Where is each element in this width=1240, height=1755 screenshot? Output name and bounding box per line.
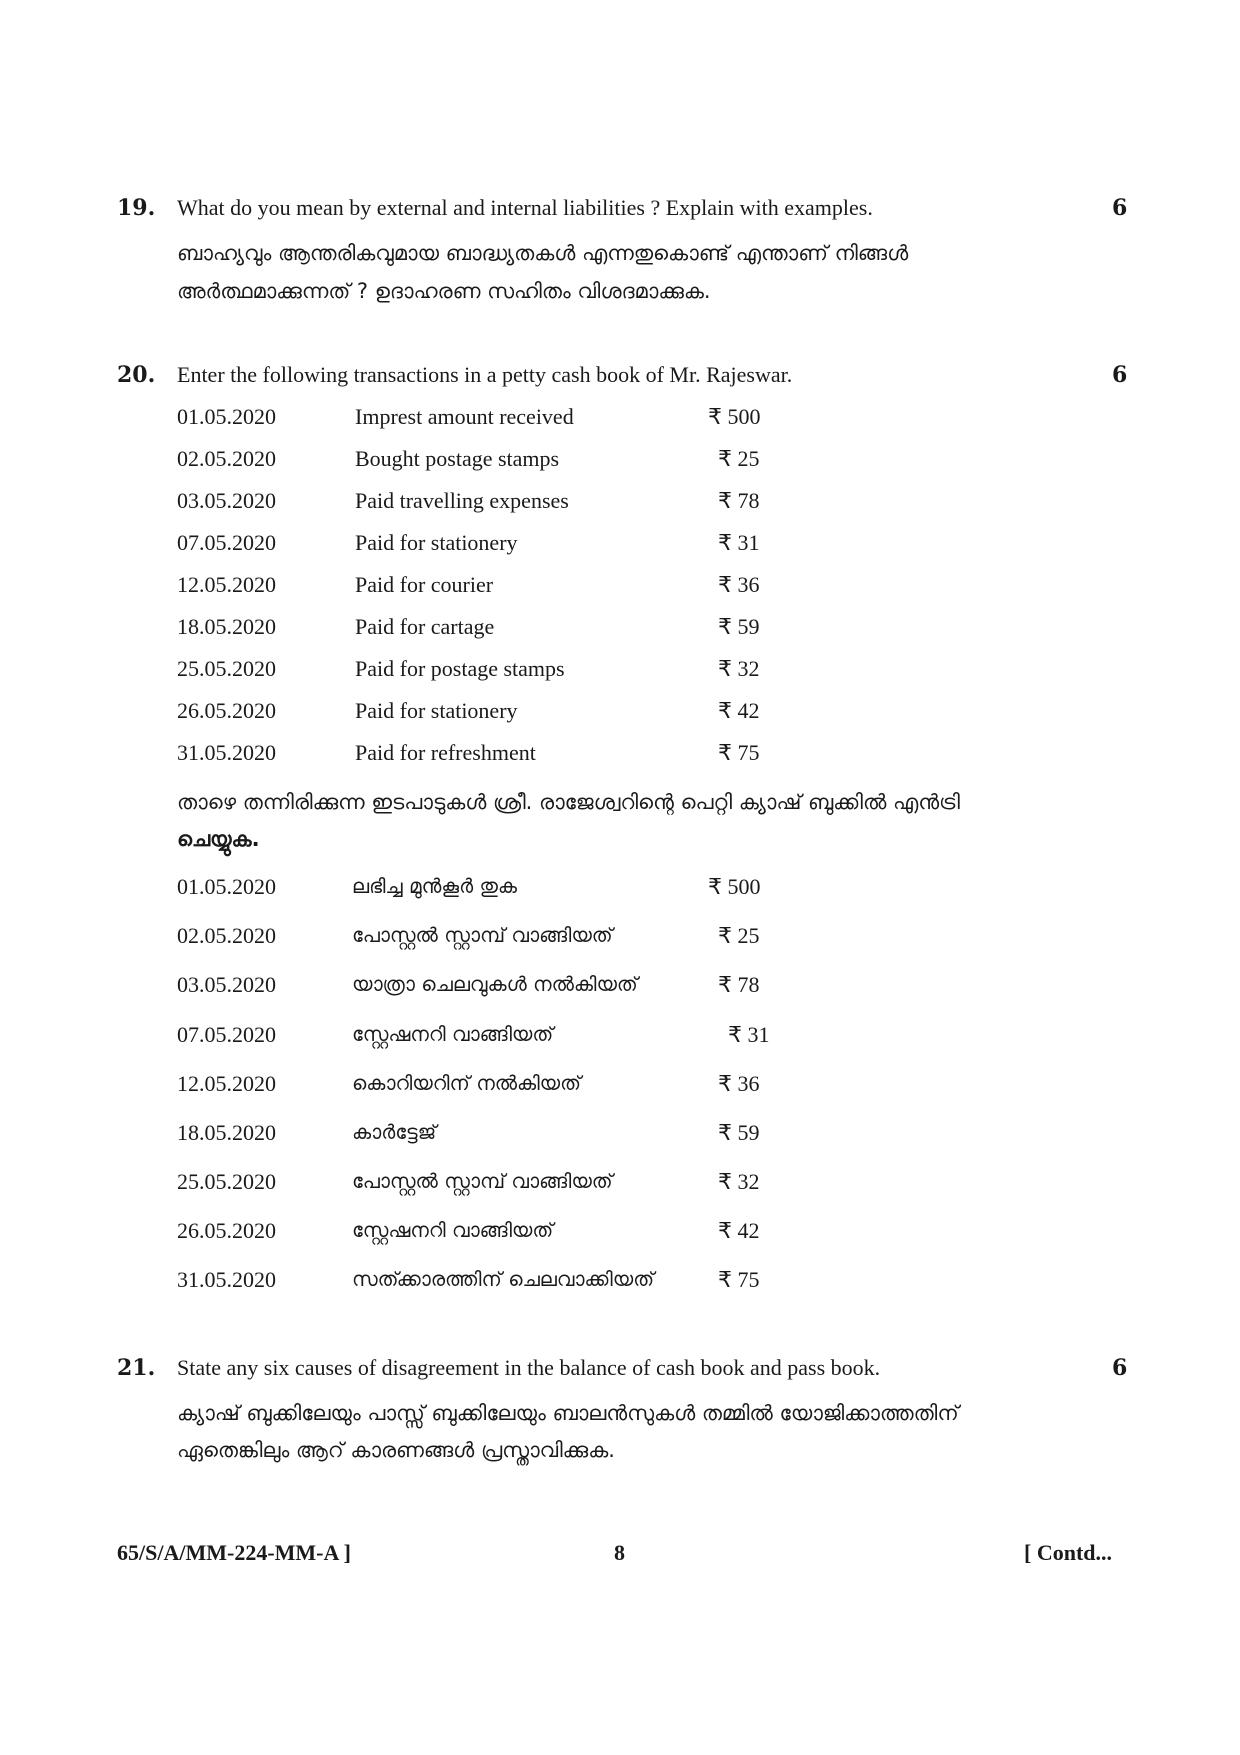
transaction-date: 26.05.2020 <box>177 1218 276 1243</box>
transaction-desc: സ്റ്റേഷനറി വാങ്ങിയത് <box>352 1022 554 1046</box>
transaction-date: 26.05.2020 <box>177 698 276 723</box>
transaction-desc: കൊറിയറിന് നൽകിയത് <box>352 1071 581 1095</box>
transaction-row <box>0 972 1240 1008</box>
transaction-row <box>0 614 1240 650</box>
transaction-date: 31.05.2020 <box>177 740 276 765</box>
transaction-row <box>0 572 1240 608</box>
transaction-amount: ₹ 31 <box>718 530 760 555</box>
transaction-date: 07.05.2020 <box>177 530 276 555</box>
transaction-desc: Bought postage stamps <box>355 446 560 471</box>
q20-text-ml-line1: താഴെ തന്നിരിക്കുന്ന ഇടപാടുകൾ ശ്രീ. രാജേശ്വറിന്റെ പെറ്റി ക്യാഷ് ബുക്കിൽ എൻട്രി <box>177 790 960 814</box>
transaction-amount: ₹ 32 <box>718 656 760 681</box>
transaction-date: 25.05.2020 <box>177 1169 276 1194</box>
transaction-date: 07.05.2020 <box>177 1022 276 1047</box>
transaction-amount: ₹ 32 <box>718 1169 760 1194</box>
transaction-row <box>0 1169 1240 1205</box>
transaction-amount: ₹ 75 <box>718 1267 760 1292</box>
transaction-amount: ₹ 59 <box>718 614 760 639</box>
transaction-date: 02.05.2020 <box>177 923 276 948</box>
q20-text-ml-line2: ചെയ്യുക. <box>177 827 260 851</box>
transaction-desc: പോസ്റ്റൽ സ്റ്റാമ്പ് വാങ്ങിയത് <box>352 923 613 947</box>
transaction-desc: Imprest amount received <box>355 404 574 429</box>
transaction-desc: സ്റ്റേഷനറി വാങ്ങിയത് <box>352 1218 554 1242</box>
transaction-desc: Paid for postage stamps <box>355 656 565 681</box>
transaction-desc: Paid for cartage <box>355 614 495 639</box>
transaction-desc: കാർട്ടേജ് <box>352 1120 437 1144</box>
transaction-date: 12.05.2020 <box>177 572 276 597</box>
transaction-date: 01.05.2020 <box>177 404 276 429</box>
q20-marks: 6 <box>1112 362 1128 388</box>
transaction-row <box>0 1120 1240 1156</box>
transaction-row <box>0 923 1240 959</box>
transaction-row <box>0 404 1240 440</box>
page-number: 8 <box>614 1540 625 1565</box>
transaction-amount: ₹ 36 <box>718 1071 760 1096</box>
transaction-amount: ₹ 36 <box>718 572 760 597</box>
paper-code: 65/S/A/MM-224-MM-A ] <box>117 1540 351 1565</box>
q21-marks: 6 <box>1112 1355 1128 1381</box>
transaction-date: 31.05.2020 <box>177 1267 276 1292</box>
transaction-desc: Paid for stationery <box>355 698 518 723</box>
transaction-desc: Paid for stationery <box>355 530 518 555</box>
transaction-date: 18.05.2020 <box>177 1120 276 1145</box>
transaction-row <box>0 1022 1240 1058</box>
transaction-date: 18.05.2020 <box>177 614 276 639</box>
transaction-row <box>0 698 1240 734</box>
transaction-amount: ₹ 42 <box>718 698 760 723</box>
q21-text-en: State any six causes of disagreement in the balance of cash book and pass book. <box>177 1355 881 1380</box>
transaction-date: 25.05.2020 <box>177 656 276 681</box>
transaction-amount: ₹ 31 <box>728 1022 770 1047</box>
q21-text-ml-line2: ഏതെങ്കിലും ആറ് കാരണങ്ങൾ പ്രസ്താവിക്കുക. <box>177 1438 615 1462</box>
transaction-row <box>0 656 1240 692</box>
q19-text-en: What do you mean by external and internal liabilities ? Explain with examples. <box>177 195 873 220</box>
q20-number: 20. <box>117 362 156 388</box>
q19-text-ml-line2: അർത്ഥമാക്കുന്നത് ? ഉദാഹരണ സഹിതം വിശദമാക്കുക. <box>177 279 711 303</box>
transaction-amount: ₹ 78 <box>718 972 760 997</box>
transaction-desc: യാത്രാ ചെലവുകൾ നൽകിയത് <box>352 972 638 996</box>
q21-number: 21. <box>117 1355 156 1381</box>
transaction-date: 03.05.2020 <box>177 972 276 997</box>
q19-text-ml-line1: ബാഹ്യവും ആന്തരികവുമായ ബാദ്ധ്യതകൾ എന്നതുകൊണ്ട് എന്താണ് നിങ്ങൾ <box>177 241 909 265</box>
q19-marks: 6 <box>1112 195 1128 221</box>
transaction-amount: ₹ 59 <box>718 1120 760 1145</box>
transaction-row <box>0 488 1240 524</box>
transaction-row <box>0 1218 1240 1254</box>
transaction-row <box>0 1071 1240 1107</box>
transaction-desc: ലഭിച്ച മുൻകൂർ തുക <box>352 874 517 898</box>
transaction-amount: ₹ 78 <box>718 488 760 513</box>
transaction-date: 02.05.2020 <box>177 446 276 471</box>
continued-label: [ Contd... <box>1024 1540 1113 1565</box>
transaction-date: 01.05.2020 <box>177 874 276 899</box>
transaction-desc: Paid for refreshment <box>355 740 536 765</box>
transaction-amount: ₹ 25 <box>718 923 760 948</box>
transaction-row <box>0 874 1240 910</box>
transaction-amount: ₹ 75 <box>718 740 760 765</box>
transaction-row <box>0 446 1240 482</box>
transaction-desc: Paid for courier <box>355 572 494 597</box>
transaction-desc: പോസ്റ്റൽ സ്റ്റാമ്പ് വാങ്ങിയത് <box>352 1169 613 1193</box>
transaction-amount: ₹ 25 <box>718 446 760 471</box>
transaction-amount: ₹ 500 <box>708 404 761 429</box>
q20-text-en: Enter the following transactions in a petty cash book of Mr. Rajeswar. <box>177 362 793 387</box>
q19-number: 19. <box>117 195 156 221</box>
transaction-amount: ₹ 42 <box>718 1218 760 1243</box>
transaction-date: 03.05.2020 <box>177 488 276 513</box>
transaction-row <box>0 1267 1240 1303</box>
q21-text-ml-line1: ക്യാഷ് ബുക്കിലേയും പാസ്സ് ബുക്കിലേയും ബാലൻസുകൾ തമ്മിൽ യോജിക്കാത്തതിന് <box>177 1401 959 1425</box>
transaction-desc: സത്ക്കാരത്തിന് ചെലവാക്കിയത് <box>352 1267 655 1291</box>
transaction-row <box>0 740 1240 776</box>
transaction-amount: ₹ 500 <box>708 874 761 899</box>
transaction-date: 12.05.2020 <box>177 1071 276 1096</box>
transaction-row <box>0 530 1240 566</box>
transaction-desc: Paid travelling expenses <box>355 488 569 513</box>
